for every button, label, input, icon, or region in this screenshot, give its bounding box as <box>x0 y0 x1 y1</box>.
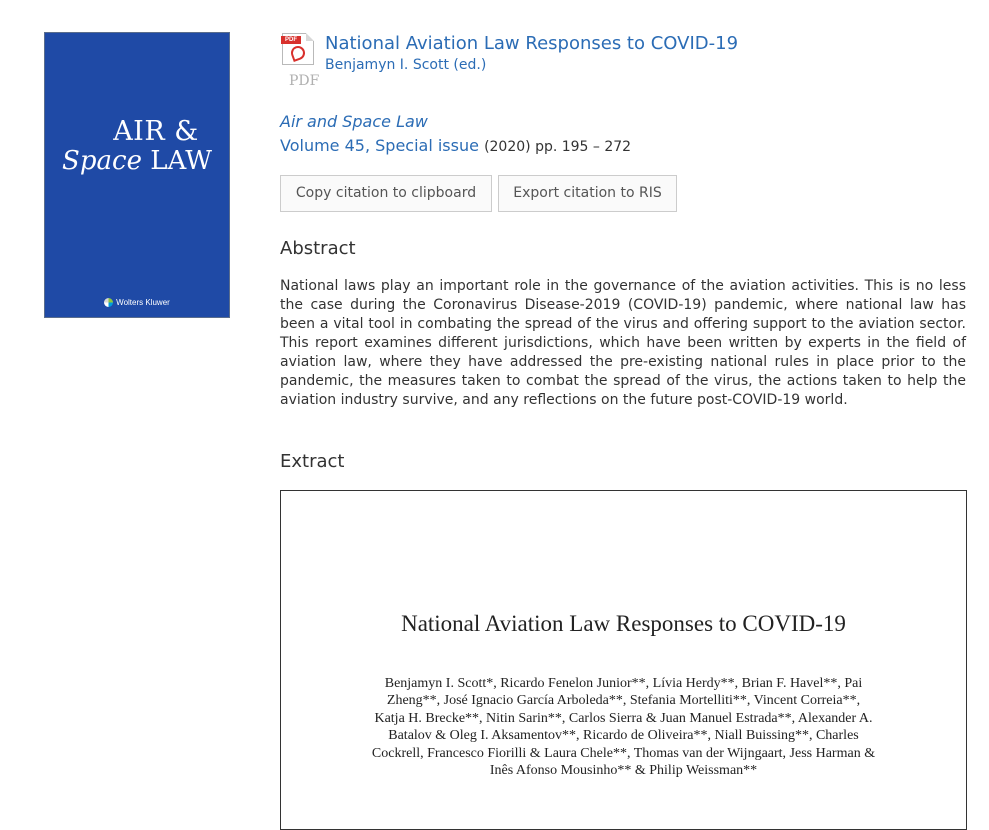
volume-link[interactable]: Volume 45, Special issue <box>280 136 479 155</box>
cover-title-line2 <box>45 147 229 176</box>
copy-citation-button[interactable]: Copy citation to clipboard <box>280 175 492 212</box>
editor-link[interactable]: Benjamyn I. Scott (ed.) <box>325 57 487 73</box>
publisher-logo <box>45 298 229 307</box>
publisher-logo-icon <box>104 298 113 307</box>
cover-title-line2-italic: Space <box>62 146 142 177</box>
pdf-download-icon[interactable] <box>280 31 320 89</box>
export-citation-button[interactable]: Export citation to RIS <box>498 175 677 212</box>
extract-authors: Benjamyn I. Scott*, Ricardo Fenelon Junior**, Lívia Herdy**, Brian F. Havel**, Pai Zheng**, José Ignacio García Arboleda**, Stefania Mortelliti**, Vincent Correia**, Katja H. Brecke**, Nitin Sarin**, Carlos Sierra & Juan Manuel Estrada**, Alexander A. Batalov & Oleg I. Aksamentov**, Ricardo de Oliveira**, Niall Buissing**, Charles Cockrell, Francesco Fiorilli & Laura Chele**, Thomas van der Wijngaart, Jess Harman & Inês Afonso Mousinho** & Philip Weissman** <box>371 676 876 779</box>
publisher-name: Wolters Kluwer <box>116 297 170 307</box>
journal-cover-image[interactable] <box>44 32 230 318</box>
volume-meta: (2020) pp. 195 – 272 <box>484 139 632 155</box>
acrobat-swirl-icon <box>289 44 307 62</box>
article-title-link[interactable]: National Aviation Law Responses to COVID-19 <box>325 33 739 54</box>
journal-link[interactable]: Air and Space Law <box>280 112 428 131</box>
pdf-badge: PDF <box>281 36 301 44</box>
pdf-document-icon <box>282 33 314 65</box>
abstract-heading: Abstract <box>280 238 356 259</box>
cover-title-line2-rest: LAW <box>150 146 212 177</box>
extract-heading: Extract <box>280 451 345 472</box>
cover-title <box>45 117 229 176</box>
extract-document-title: National Aviation Law Responses to COVID-19 <box>401 611 846 636</box>
pdf-label: PDF <box>289 73 320 89</box>
pdf-page-fold <box>306 33 314 41</box>
cover-title-line1: AIR & <box>113 116 199 147</box>
volume-info <box>280 136 631 155</box>
extract-preview <box>280 490 967 830</box>
abstract-text: National laws play an important role in the governance of the aviation activities. This is no less the case during the Coronavirus Disease-2019 (COVID-19) pandemic, where national law has been a vital tool in combating the spread of the virus and offering support to the aviation sector. This report examines different jurisdictions, which have been written by experts in the field of aviation law, where they have addressed the pre-existing national rules in place prior to the pandemic, the measures taken to combat the spread of the virus, the actions taken to help the aviation industry survive, and any reflections on the future post-COVID-19 world. <box>280 278 966 408</box>
